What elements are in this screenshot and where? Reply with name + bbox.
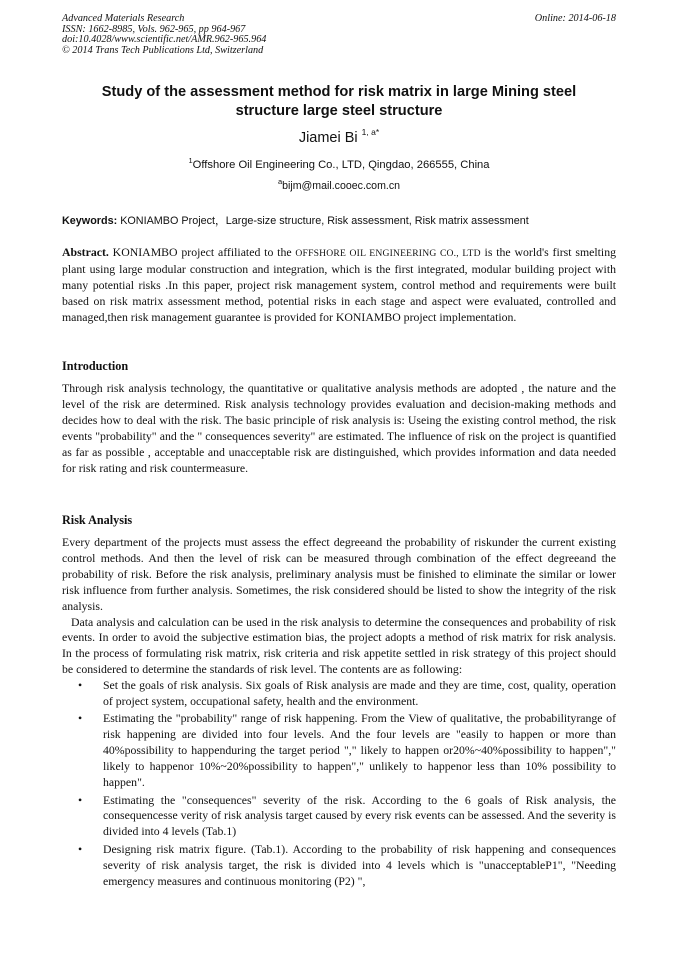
keywords-label: Keywords:	[62, 215, 118, 227]
bullet-text: Set the goals of risk analysis. Six goals of Risk analysis are made and they are time, cost, quality, operation of project system, occupational safety, health and the environment.	[103, 678, 616, 709]
bullet-item	[62, 793, 616, 841]
bullet-item	[62, 678, 616, 710]
author-name: Jiamei Bi	[298, 130, 358, 146]
risk-analysis-heading: Risk Analysis	[62, 513, 133, 527]
introduction-section	[62, 381, 616, 476]
paper-title	[62, 83, 616, 121]
author-email	[62, 177, 616, 192]
affiliation	[62, 156, 616, 171]
paper-title-line-1: Study of the assessment method for risk matrix in large Mining steel	[101, 84, 577, 100]
online-date: Online: 2014-06-18	[534, 13, 616, 24]
bullet-text: Designing risk matrix figure. (Tab.1). According to the probability of risk happening and consequences severity of risk analysis target, the risk is divided into 4 levels which is "unacceptableP1", "Needing emergency measures and continuous monitoring (P2) ",	[103, 841, 616, 888]
paper-title-line-2: structure large steel structure	[235, 103, 443, 119]
doi-line: doi:10.4028/www.scientific.net/AMR.962-965.964	[62, 34, 267, 46]
bullet-dot-icon: •	[78, 711, 83, 726]
bullet-dot-icon: •	[78, 792, 83, 807]
risk-analysis-paragraph-1: Every department of the projects must assess the effect degreeand the probability of riskunder the current existing control methods. And then the level of risk can be measured through combination of the effect degreeand the probability of risk. Before the risk analysis, preliminary analysis must be finished to eliminate the similar or lower risk influence from further analysis. Sometimes, the risk considered should be listed to show the integrity of the risk analysis.	[62, 535, 616, 613]
affiliation-text: Offshore Oil Engineering Co., LTD, Qingdao, 266555, China	[192, 159, 490, 171]
bullet-dot-icon: •	[78, 841, 83, 856]
copyright-line: © 2014 Trans Tech Publications Ltd, Switzerland	[62, 44, 264, 56]
abstract-label: Abstract.	[62, 245, 109, 259]
bullet-item	[62, 842, 616, 890]
issn-line: ISSN: 1662-8985, Vols. 962-965, pp 964-967	[62, 23, 246, 35]
bullet-text: Estimating the "consequences" severity of the risk. According to the 6 goals of Risk analysis, the consequencesse verity of risk analysis target caused by every risk events can be assessed. And the severity is divided into 4 levels (Tab.1)	[103, 792, 616, 839]
keywords-line	[62, 213, 622, 228]
risk-analysis-paragraph-2: Data analysis and calculation can be used in the risk analysis to determine the consequences and probability of risk events. In order to avoid the subjective estimation bias, the project adopts a method of risk matrix for risk analysis. In the process of formulating risk matrix, risk criteria and risk appetite settled in risk strategy of this project should be considered to determine the standards of risk level. The contents are as following:	[62, 614, 616, 677]
bullet-dot-icon: •	[78, 678, 83, 693]
bullet-text: Estimating the "probability" range of risk happening. From the View of qualitative, the probabilityrange of risk happening are divided into four levels. And the four levels are "easily to happen or more than 40%possibility to happenduring the target period "," likely to happen or20%~40%possibility to happen"," likely to happenor 10%~20%possibility to happen"," unlikely to happenor less than 10% possibility to happen".	[103, 711, 616, 790]
abstract-company: OFFSHORE OIL ENGINEERING CO., LTD	[295, 248, 481, 259]
journal-header	[62, 14, 616, 56]
author-superscript: 1, a*	[361, 127, 380, 137]
email-superscript: a	[277, 177, 283, 186]
abstract-text-1: KONIAMBO project affiliated to the	[108, 245, 296, 259]
journal-name: Advanced Materials Research	[62, 13, 185, 24]
keywords-text: KONIAMBO Project，Large-size structure, Risk assessment, Risk matrix assessment	[117, 215, 529, 227]
author-line	[62, 127, 616, 146]
risk-analysis-bullet-list	[62, 678, 616, 889]
introduction-paragraph: Through risk analysis technology, the quantitative or qualitative analysis methods are adopted , the nature and the level of the risk are determined. Risk analysis technology provides evaluation and decision-making methods and decides how to deal with the risk. The basic principle of risk analysis is: Useing the existing control method, the risk events "probability" and the " consequences severity" are estimated. The influence of risk on the project is quantified as far as possible , acceptable and unacceptable risk are distinguished, which provides information and data needed for risk rating and risk countermeasure.	[62, 381, 616, 475]
abstract	[62, 245, 616, 326]
bullet-item	[62, 711, 616, 791]
email-text: bijm@mail.cooec.com.cn	[282, 180, 401, 192]
risk-analysis-section	[62, 535, 616, 891]
affiliation-superscript: 1	[188, 156, 193, 165]
abstract-text-2: is the world's first smelting plant using large modular construction and integration, which is the first integrated, modular building project with many potential risks .In this paper, project risk management system, control method and requirements were built based on risk matrix assessment method, potential risks in each stage and aspect were evaluated, controlled and managed,then risk management guarantee is provided for KONIAMBO project implementation.	[62, 245, 617, 324]
introduction-heading: Introduction	[62, 359, 129, 373]
